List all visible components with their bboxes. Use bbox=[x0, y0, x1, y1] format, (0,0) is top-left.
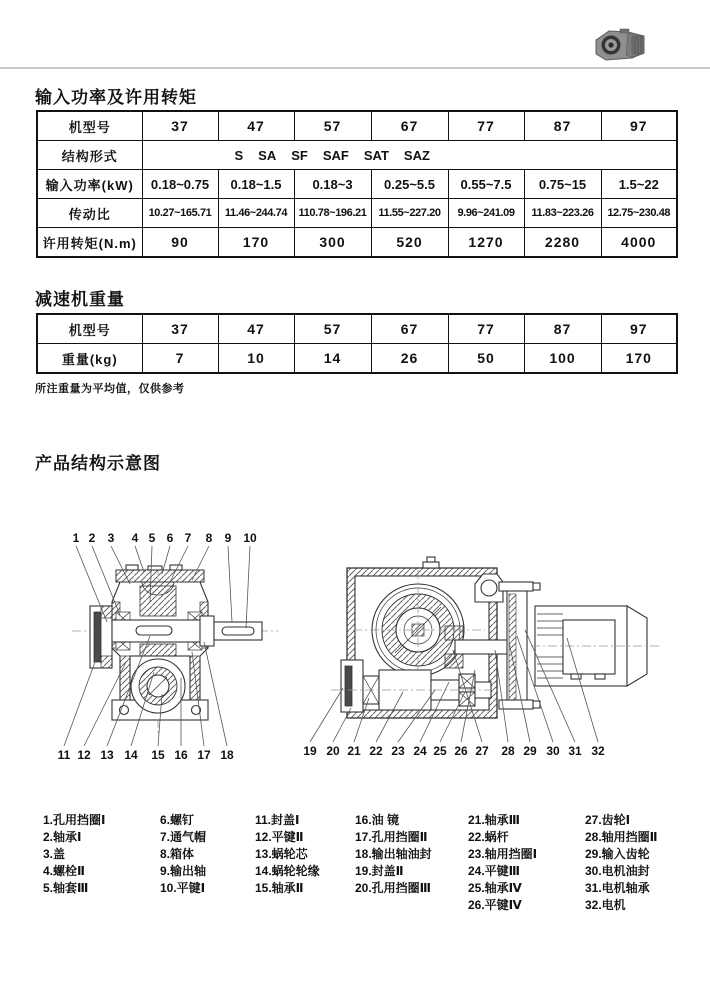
value-cell: 1270 bbox=[448, 228, 524, 258]
part-item: 14.蜗轮轮缘 bbox=[255, 864, 320, 878]
callout-label: 5 bbox=[148, 531, 156, 545]
row-label: 机型号 bbox=[37, 111, 142, 141]
part-item: 3.盖 bbox=[43, 847, 66, 861]
value-cell: 11.46~244.74 bbox=[218, 199, 294, 228]
value-cell: 520 bbox=[371, 228, 448, 258]
part-item: 2.轴承Ⅰ bbox=[43, 830, 82, 844]
part-item: 27.齿轮Ⅰ bbox=[585, 813, 631, 827]
structure-form-code: SF bbox=[291, 147, 308, 163]
value-cell: 11.83~223.26 bbox=[524, 199, 601, 228]
value-cell: 2280 bbox=[524, 228, 601, 258]
model-cell: 77 bbox=[448, 314, 524, 344]
part-item: 26.平键Ⅳ bbox=[468, 898, 522, 912]
structure-form-code: SAF bbox=[322, 147, 349, 163]
model-cell: 47 bbox=[218, 111, 294, 141]
value-cell: 12.75~230.48 bbox=[601, 199, 677, 228]
part-item: 16.油 镜 bbox=[355, 813, 400, 827]
part-item: 22.蜗杆 bbox=[468, 830, 509, 844]
callout-label: 3 bbox=[107, 531, 115, 545]
callout-label: 25 bbox=[433, 744, 447, 758]
part-item: 31.电机轴承 bbox=[585, 881, 650, 895]
callout-label: 26 bbox=[454, 744, 468, 758]
callout-label: 31 bbox=[568, 744, 582, 758]
value-cell: 170 bbox=[218, 228, 294, 258]
value-cell: 110.78~196.21 bbox=[294, 199, 371, 228]
value-cell: 100 bbox=[524, 344, 601, 374]
model-cell: 37 bbox=[142, 314, 218, 344]
value-cell: 0.18~0.75 bbox=[142, 170, 218, 199]
right-structure-diagram bbox=[295, 540, 665, 760]
table-row-models bbox=[37, 314, 677, 344]
part-item: 15.轴承Ⅱ bbox=[255, 881, 304, 895]
value-cell: 4000 bbox=[601, 228, 677, 258]
value-cell: 0.55~7.5 bbox=[448, 170, 524, 199]
table-row-input-power bbox=[37, 170, 677, 199]
callout-label: 22 bbox=[369, 744, 383, 758]
value-cell: 300 bbox=[294, 228, 371, 258]
part-item: 30.电机油封 bbox=[585, 864, 650, 878]
callout-label: 13 bbox=[100, 748, 114, 762]
part-item: 21.轴承Ⅲ bbox=[468, 813, 521, 827]
gearbox-front-section bbox=[58, 531, 278, 762]
callout-label: 16 bbox=[174, 748, 188, 762]
output-shaft bbox=[214, 622, 262, 640]
callout-label: 15 bbox=[151, 748, 165, 762]
part-item: 12.平键Ⅱ bbox=[255, 830, 304, 844]
parts-list-column-3 bbox=[255, 812, 320, 897]
part-item: 11.封盖Ⅰ bbox=[255, 813, 300, 827]
model-cell: 87 bbox=[524, 314, 601, 344]
part-item: 1.孔用挡圈Ⅰ bbox=[43, 813, 106, 827]
part-item: 5.轴套Ⅲ bbox=[43, 881, 89, 895]
callout-label: 27 bbox=[475, 744, 489, 758]
header-rule bbox=[0, 67, 710, 69]
callout-label: 6 bbox=[166, 531, 174, 545]
structure-forms-cell bbox=[142, 141, 677, 170]
gearmotor-photo bbox=[592, 25, 648, 65]
value-cell: 26 bbox=[371, 344, 448, 374]
part-item: 28.轴用挡圈Ⅱ bbox=[585, 830, 658, 844]
part-item: 4.螺栓Ⅱ bbox=[43, 864, 85, 878]
part-item: 10.平键Ⅰ bbox=[160, 881, 206, 895]
row-label: 重量(kg) bbox=[37, 344, 142, 374]
value-cell: 170 bbox=[601, 344, 677, 374]
value-cell: 50 bbox=[448, 344, 524, 374]
part-item: 7.通气帽 bbox=[160, 830, 207, 844]
model-cell: 57 bbox=[294, 314, 371, 344]
callout-label: 8 bbox=[205, 531, 213, 545]
model-cell: 67 bbox=[371, 314, 448, 344]
table-row-weights bbox=[37, 344, 677, 374]
part-item: 8.箱体 bbox=[160, 847, 195, 861]
output-shaft-bore bbox=[112, 620, 208, 642]
table-row-models bbox=[37, 111, 677, 141]
callout-label: 4 bbox=[131, 531, 139, 545]
section-title-structure-diagram: 产品结构示意图 bbox=[35, 454, 161, 473]
parts-list-column-5 bbox=[468, 812, 537, 914]
power-torque-table bbox=[36, 110, 678, 258]
callout-label: 17 bbox=[197, 748, 211, 762]
part-item: 25.轴承Ⅳ bbox=[468, 881, 522, 895]
model-cell: 37 bbox=[142, 111, 218, 141]
row-label: 传动比 bbox=[37, 199, 142, 228]
model-cell: 57 bbox=[294, 111, 371, 141]
table-row-torque bbox=[37, 228, 677, 258]
value-cell: 10.27~165.71 bbox=[142, 199, 218, 228]
section-title-power-torque: 输入功率及许用转矩 bbox=[35, 88, 197, 107]
part-item: 6.螺钉 bbox=[160, 813, 195, 827]
callout-label: 11 bbox=[57, 748, 71, 762]
callout-label: 20 bbox=[326, 744, 340, 758]
row-label: 输入功率(kW) bbox=[37, 170, 142, 199]
callout-label: 1 bbox=[72, 531, 80, 545]
value-cell: 0.25~5.5 bbox=[371, 170, 448, 199]
model-cell: 67 bbox=[371, 111, 448, 141]
value-cell: 0.18~3 bbox=[294, 170, 371, 199]
part-item: 13.蜗轮芯 bbox=[255, 847, 308, 861]
structure-form-code: SAZ bbox=[403, 147, 430, 163]
value-cell: 0.75~15 bbox=[524, 170, 601, 199]
callout-label: 29 bbox=[523, 744, 537, 758]
callout-label: 30 bbox=[546, 744, 560, 758]
structure-form-code: SA bbox=[258, 147, 277, 163]
callout-label: 21 bbox=[347, 744, 361, 758]
callout-label: 10 bbox=[243, 531, 257, 545]
callout-label: 7 bbox=[184, 531, 192, 545]
part-item: 17.孔用挡圈Ⅱ bbox=[355, 830, 428, 844]
callout-label: 23 bbox=[391, 744, 405, 758]
callout-label: 24 bbox=[413, 744, 427, 758]
value-cell: 11.55~227.20 bbox=[371, 199, 448, 228]
model-cell: 77 bbox=[448, 111, 524, 141]
table-row-ratio bbox=[37, 199, 677, 228]
model-cell: 47 bbox=[218, 314, 294, 344]
row-label: 结构形式 bbox=[37, 141, 142, 170]
parts-list-column-6 bbox=[585, 812, 658, 914]
callout-label: 14 bbox=[124, 748, 138, 762]
part-item: 29.输入齿轮 bbox=[585, 847, 650, 861]
parts-list-column-1 bbox=[43, 812, 105, 897]
part-item: 24.平键Ⅲ bbox=[468, 864, 521, 878]
callout-label: 28 bbox=[501, 744, 515, 758]
value-cell: 90 bbox=[142, 228, 218, 258]
value-cell: 1.5~22 bbox=[601, 170, 677, 199]
row-label: 机型号 bbox=[37, 314, 142, 344]
table-row-structure-forms bbox=[37, 141, 677, 170]
value-cell: 9.96~241.09 bbox=[448, 199, 524, 228]
part-item: 18.输出轴油封 bbox=[355, 847, 432, 861]
section-title-weight: 减速机重量 bbox=[35, 290, 125, 309]
weight-note: 所注重量为平均值，仅供参考 bbox=[35, 383, 185, 395]
callout-label: 2 bbox=[88, 531, 96, 545]
model-cell: 87 bbox=[524, 111, 601, 141]
structure-form-code: SAT bbox=[363, 147, 389, 163]
callout-label: 12 bbox=[77, 748, 91, 762]
value-cell: 7 bbox=[142, 344, 218, 374]
gearbox-side-section bbox=[303, 557, 659, 758]
callout-label: 18 bbox=[220, 748, 234, 762]
left-structure-diagram bbox=[50, 522, 285, 765]
part-item: 20.孔用挡圈Ⅲ bbox=[355, 881, 432, 895]
part-item: 32.电机 bbox=[585, 898, 626, 912]
weight-table bbox=[36, 313, 678, 374]
parts-list-column-2 bbox=[160, 812, 206, 897]
callout-label: 19 bbox=[303, 744, 317, 758]
model-cell: 97 bbox=[601, 314, 677, 344]
part-item: 19.封盖Ⅱ bbox=[355, 864, 404, 878]
value-cell: 14 bbox=[294, 344, 371, 374]
row-label: 许用转矩(N.m) bbox=[37, 228, 142, 258]
callout-label: 32 bbox=[591, 744, 605, 758]
structure-form-code: S bbox=[234, 147, 244, 163]
part-item: 23.轴用挡圈Ⅰ bbox=[468, 847, 538, 861]
value-cell: 0.18~1.5 bbox=[218, 170, 294, 199]
callout-label: 9 bbox=[224, 531, 232, 545]
part-item: 9.输出轴 bbox=[160, 864, 207, 878]
parts-list-column-4 bbox=[355, 812, 432, 897]
value-cell: 10 bbox=[218, 344, 294, 374]
model-cell: 97 bbox=[601, 111, 677, 141]
